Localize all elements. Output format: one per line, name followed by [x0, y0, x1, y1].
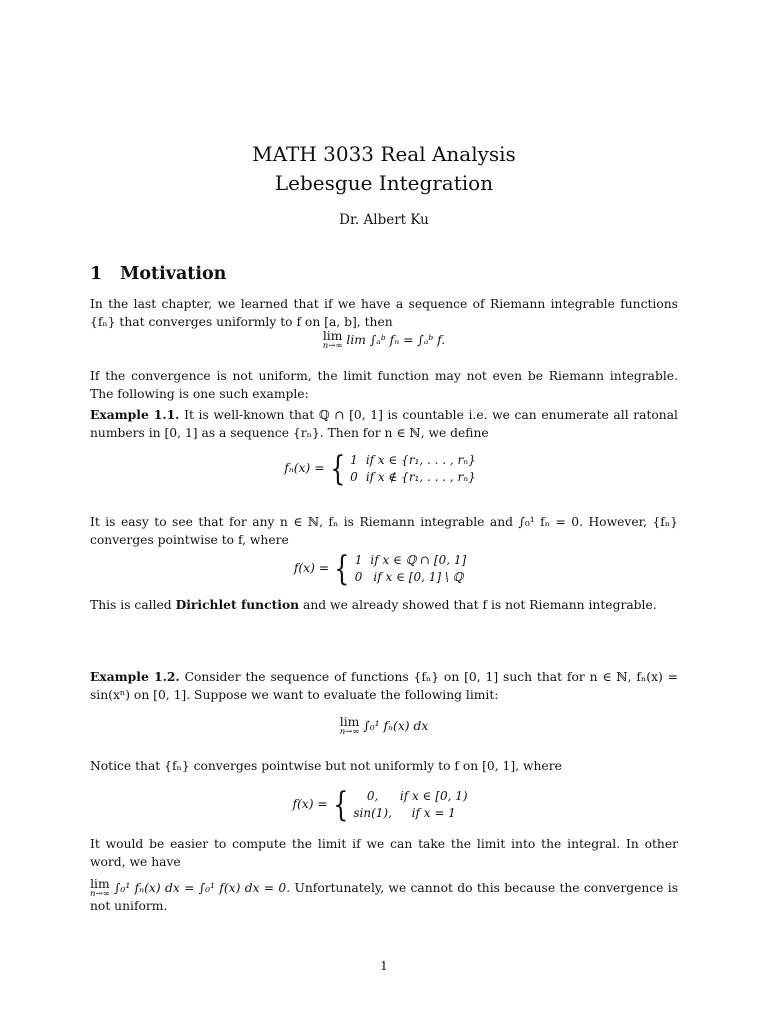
document-page: [90, 0, 678, 1024]
lim-operator: lim n→∞: [90, 876, 110, 899]
left-brace: {: [334, 549, 350, 589]
equation-body: ∫₀¹ fₙ(x) dx: [363, 718, 429, 733]
page-number: 1: [380, 959, 388, 973]
f2-lhs: f(x) =: [292, 797, 328, 812]
paragraph-6-line-1: It would be easier to compute the limit if we can take the limit into the integral. In other word, we have: [90, 837, 678, 869]
paragraph-6: [90, 836, 678, 916]
example-1-1: [90, 406, 678, 443]
paragraph-1: In the last chapter, we learned that if we have a sequence of Riemann integrable functions {fₙ} that converges uniformly to f on [a, b], then: [90, 297, 678, 329]
paragraph-3: It is easy to see that for any n ∈ ℕ, fₙ is Riemann integrable and ∫₀¹ fₙ = 0. However, {fₙ} converges pointwise to f, where: [90, 515, 678, 547]
example-1-2: [90, 668, 678, 705]
inline-equation: ∫₀¹ fₙ(x) dx = ∫₀¹ f(x) dx = 0.: [114, 880, 291, 895]
author: Dr. Albert Ku: [339, 212, 429, 228]
equation-limit-integral: [90, 330, 678, 351]
lim-operator: lim n→∞: [339, 715, 360, 738]
title-line-1: MATH 3033 Real Analysis: [252, 142, 516, 166]
equation-limit-of-integrals: [90, 716, 678, 737]
term-dirichlet: Dirichlet function: [175, 597, 300, 612]
example-label: Example 1.1.: [90, 407, 180, 422]
fn-cases: 1 if x ∈ {r₁, . . . , rₙ} 0 if x ∉ {r₁, . . . , rₙ}: [350, 453, 476, 484]
fn-lhs: fₙ(x) =: [284, 461, 325, 476]
section-heading: [90, 262, 226, 287]
left-brace: {: [329, 449, 345, 489]
left-brace: {: [332, 785, 349, 825]
document-title: [90, 140, 678, 198]
paragraph-4: This is called Dirichlet function and we already showed that f is not Riemann integrable.: [90, 597, 657, 612]
example-label: Example 1.2.: [90, 669, 180, 684]
paragraph-6-rest: Unfortunately, we cannot do this because the convergence is not uniform.: [90, 880, 679, 914]
equation-body: lim ∫ₐᵇ fₙ = ∫ₐᵇ f.: [346, 332, 446, 347]
f2-cases: 0, if x ∈ [0, 1) sin(1), if x = 1: [353, 789, 468, 820]
paragraph-5: Notice that {fₙ} converges pointwise but not uniformly to f on [0, 1], where: [90, 759, 562, 773]
f-lhs: f(x) =: [293, 561, 330, 576]
f-cases: 1 if x ∈ ℚ ∩ [0, 1] 0 if x ∈ [0, 1] \ ℚ: [354, 553, 467, 584]
example-text: Consider the sequence of functions {fₙ} on [0, 1] such that for n ∈ ℕ, fₙ(x) = sin(xⁿ) on [0, 1]. Suppose we want to evaluate the following limit:: [90, 670, 678, 702]
paragraph-2: If the convergence is not uniform, the limit function may not even be Riemann integrable. The following is one such example:: [90, 369, 678, 401]
section-title: Motivation: [120, 264, 227, 284]
fn-definition: [90, 449, 678, 489]
f-definition: [90, 549, 678, 589]
example-text: It is well-known that ℚ ∩ [0, 1] is countable i.e. we can enumerate all ratonal numbers in [0, 1] as a sequence {rₙ}. Then for n ∈ ℕ, we define: [90, 408, 678, 440]
title-line-2: Lebesgue Integration: [274, 171, 494, 195]
section-number: 1: [90, 264, 103, 284]
f2-definition: [90, 785, 678, 825]
lim-operator: lim n→∞: [322, 329, 343, 352]
